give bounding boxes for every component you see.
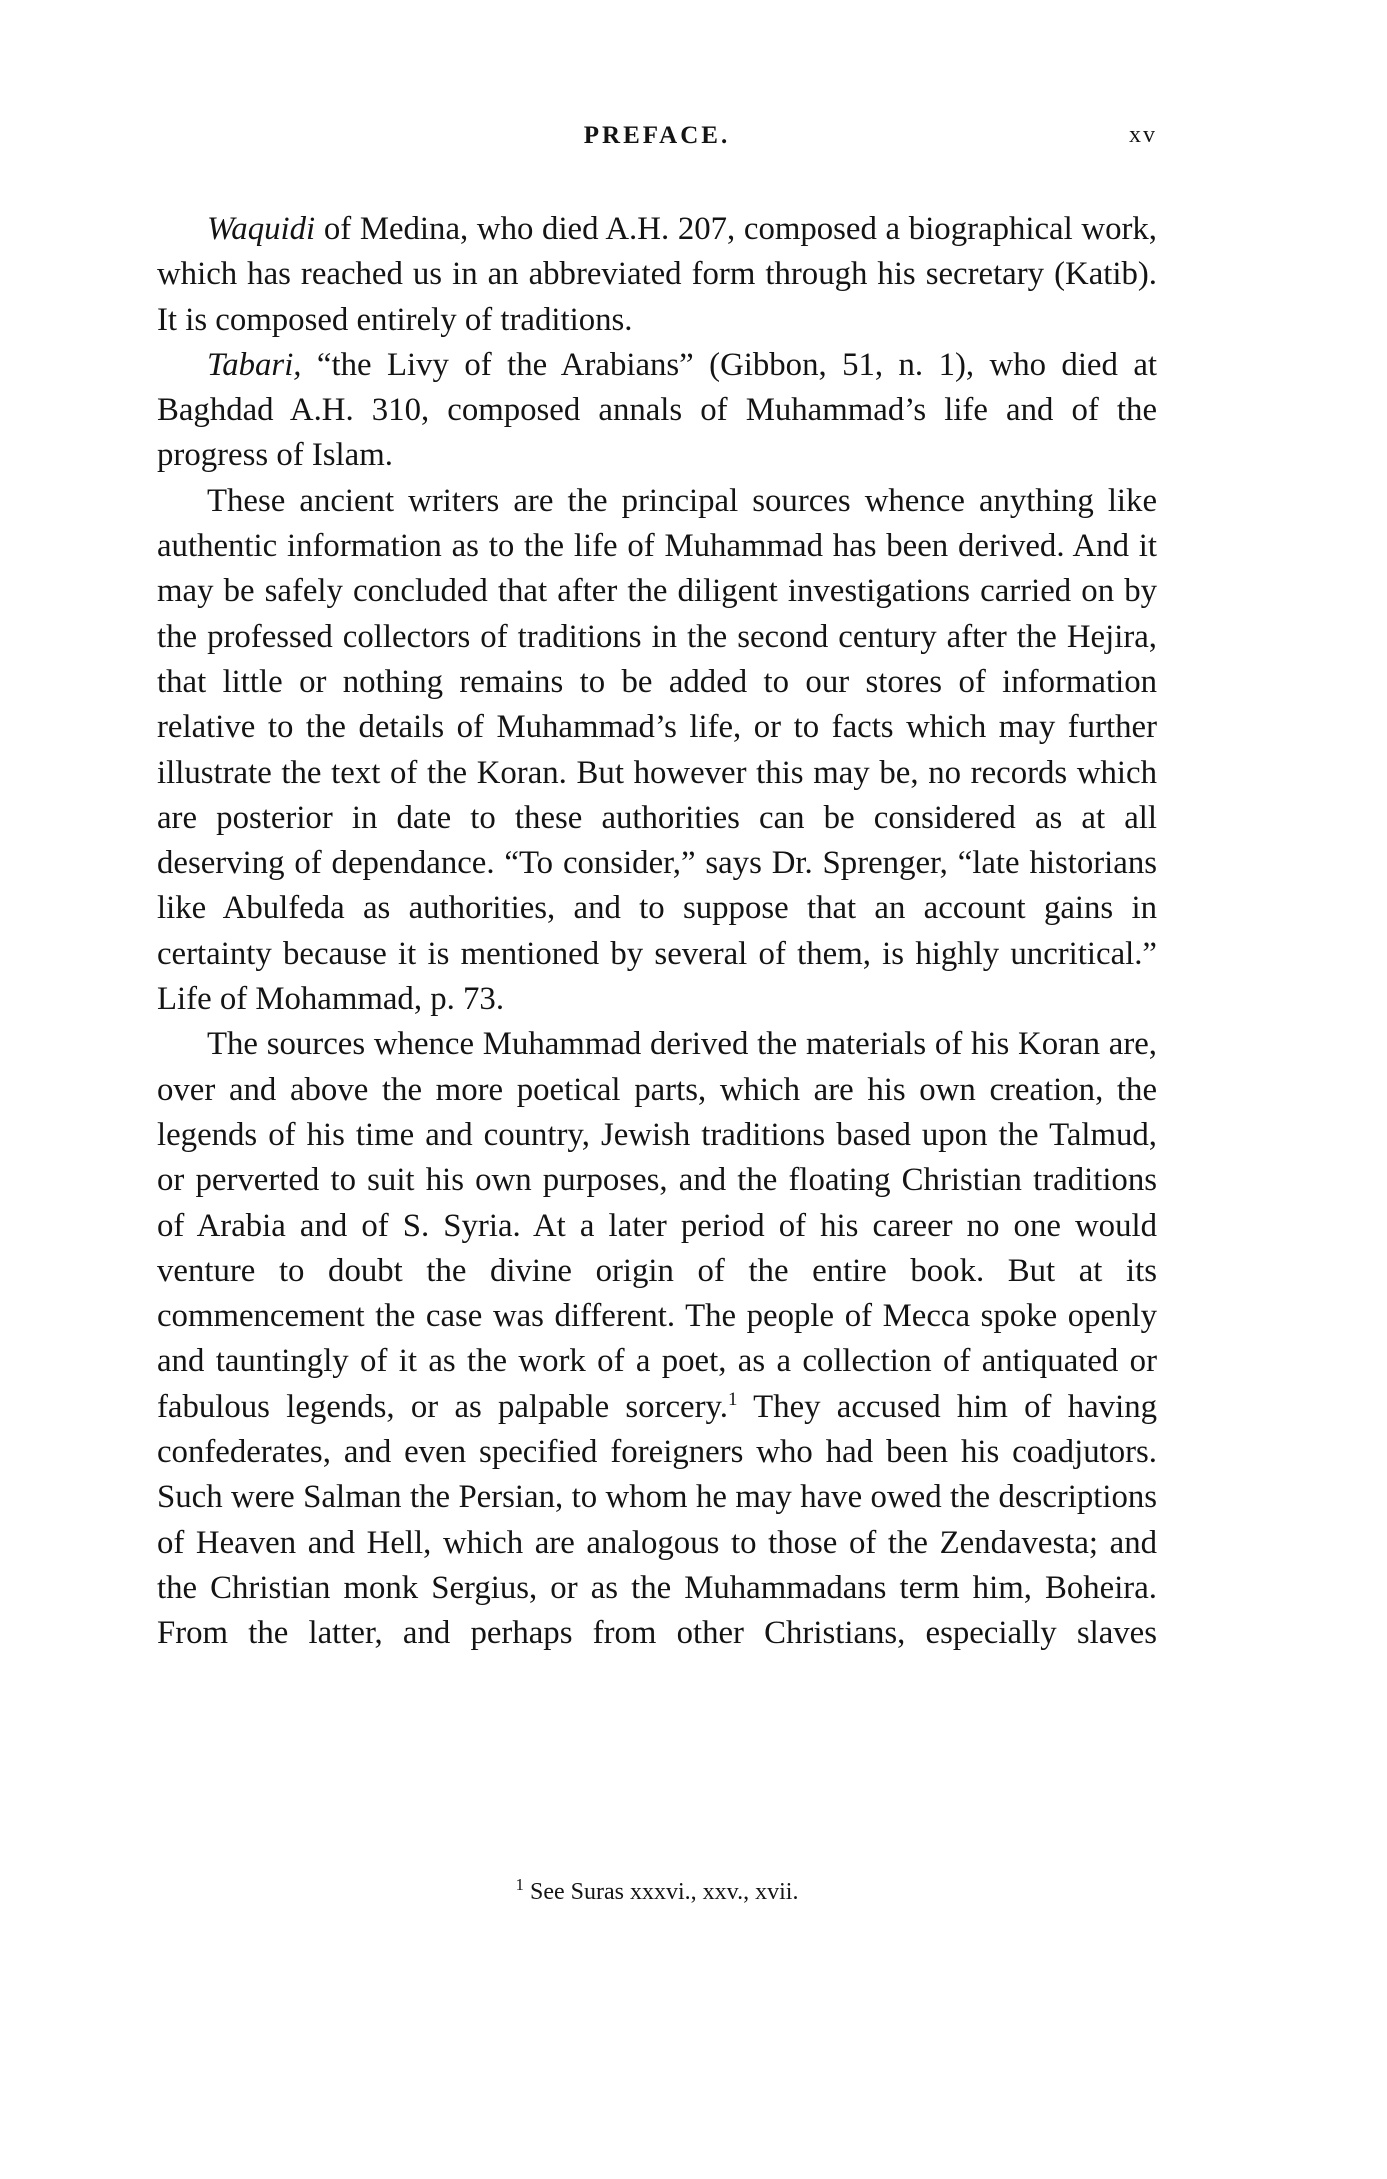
paragraph-tabari [157, 343, 1157, 479]
running-head: PREFACE. [583, 122, 731, 149]
footnote-reference: 1 [727, 1388, 738, 1410]
paragraph-text: They accused him of having confederates, and even specified foreigners who had been his coadjutors. Such were Salman the Persian, to whom he may have owed the descriptions of Heaven and Hell, which are analogous to those of the Zendavesta; and the Christian monk Sergius, or as the Muhammadans term him, Boheira. From the latter, and perhaps from other Christians, especially slaves [157, 1388, 1157, 1652]
footnote [157, 1877, 1157, 1907]
paragraph-waquidi [157, 207, 1157, 343]
name-tabari: Tabari, [207, 346, 302, 383]
page-header [157, 122, 1157, 172]
name-waquidi: Waquidi [207, 211, 316, 247]
footnote-text: See Suras xxxvi., xxv., xvii. [524, 1879, 799, 1905]
body-text [157, 207, 1157, 1657]
footnote-mark: 1 [515, 1875, 525, 1894]
paragraph-text: The sources whence Muhammad derived the materials of his Koran are, over and above the more poetical parts, which are his own creation, the legends of his time and country, Jewish traditions based upon the Talmud, or perverted to suit his own purposes, and the floating Christian traditions of Arabia and of S. Syria. At a later period of his career no one would venture to doubt the divine origin of the entire book. But at its commencement the case was different. The people of Mecca spoke openly and tauntingly of it as the work of a poet, as a collection of antiquated or fabulous legends, or as palpable sorcery. [157, 1026, 1157, 1425]
paragraph-sources: These ancient writers are the principal sources whence anything like authentic information as to the life of Muhammad has been derived. And it may be safely concluded that after the diligent investigations carried on by the professed collectors of traditions in the second century after the Hejira, that little or nothing remains to be added to our stores of information relative to the details of Muhammad’s life, or to facts which may further illustrate the text of the Koran. But however this may be, no records which are posterior in date to these authorities can be considered as at all deserving of dependance. “To consider,” says Dr. Sprenger, “late historians like Abulfeda as authorities, and to suppose that an account gains in certainty because it is mentioned by several of them, is highly uncritical.” Life of Mohammad, p. 73. [157, 482, 1157, 1018]
page-number: xv [1129, 122, 1157, 148]
paragraph-koran-materials [157, 1022, 1157, 1656]
paragraph-text: of Medina, who died A.H. 207, composed a biographical work, which has reached us in an abbreviated form through his secretary (Katib). It is composed entirely of traditions. [157, 211, 1157, 338]
paragraph-text: “the Livy of the Arabians” (Gibbon, 51, n. 1), who died at Baghdad A.H. 310, composed annals of Muhammad’s life and of the progress of Islam. [157, 346, 1157, 474]
